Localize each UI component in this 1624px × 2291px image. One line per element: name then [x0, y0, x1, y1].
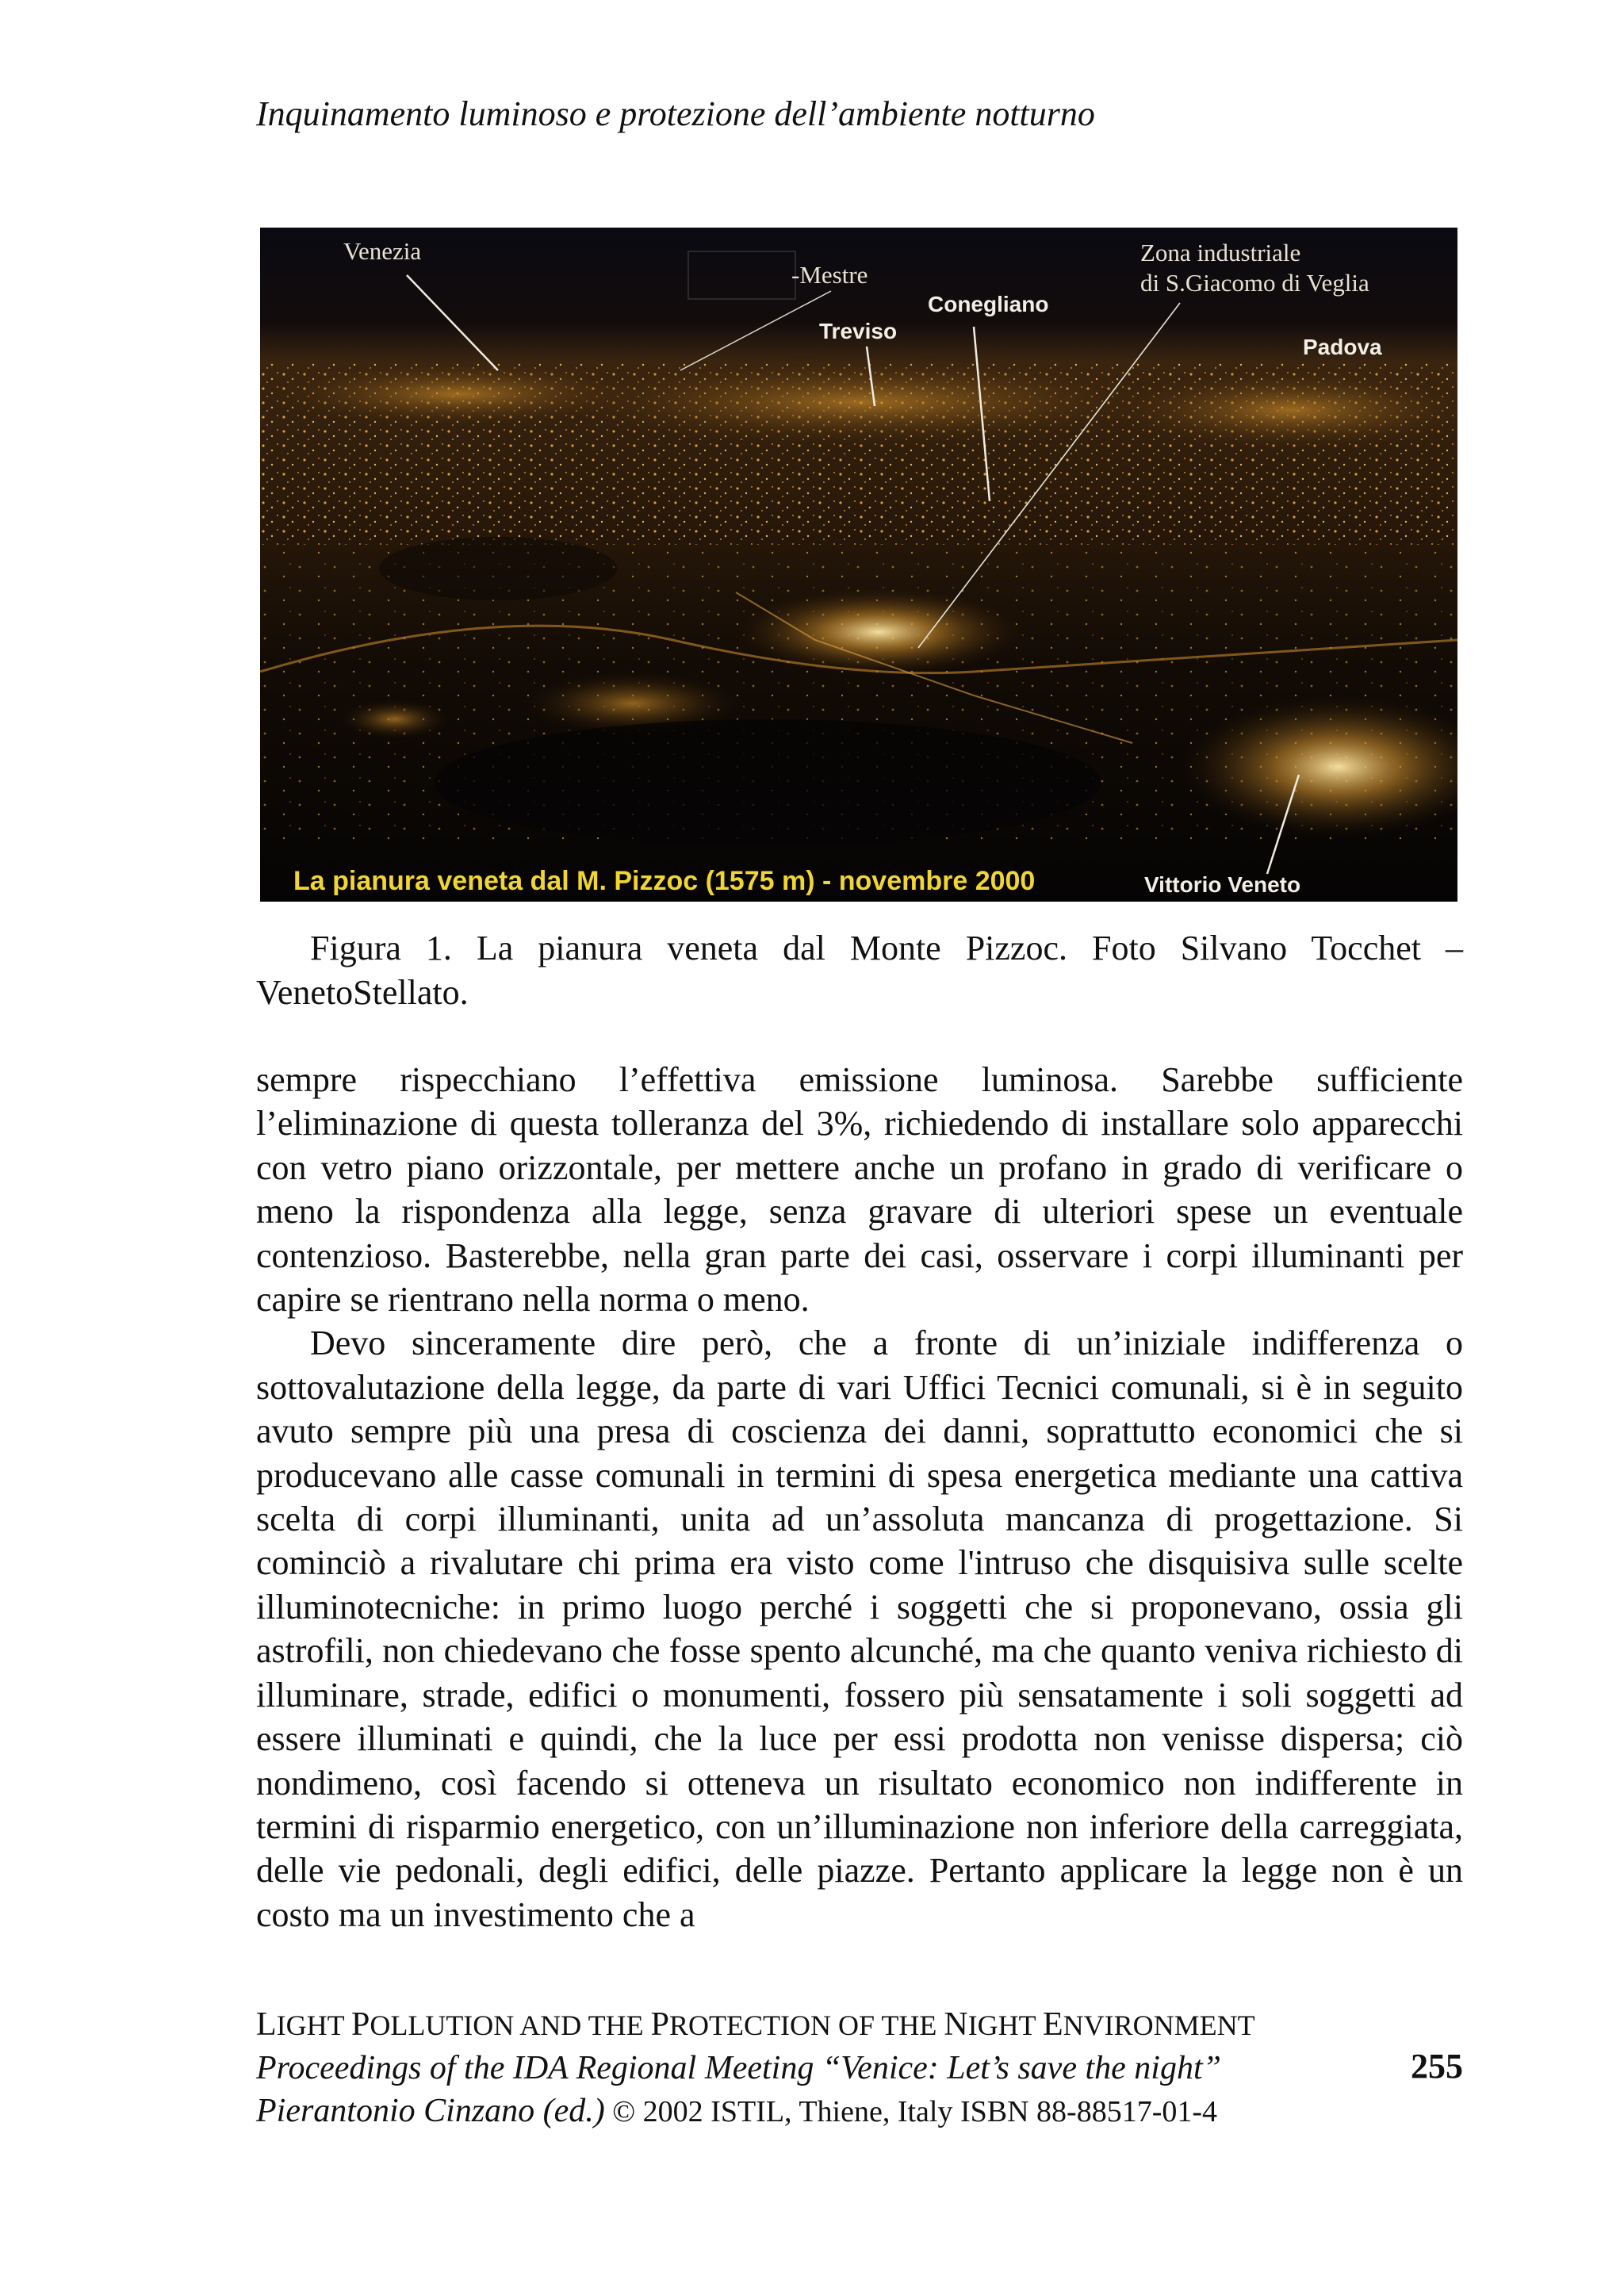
caption-line-1: Figura 1. La pianura veneta dal Monte Pizzoc. Foto Silvano Tocchet –	[310, 929, 1463, 967]
footer-editor: Pierantonio Cinzano (ed.)	[256, 2093, 605, 2129]
label-conegliano: Conegliano	[928, 292, 1049, 316]
page-number: 255	[1411, 2047, 1463, 2086]
paragraph-2: Devo sinceramente dire però, che a fronte di un’iniziale indifferenza o sottovalutazione della legge, da parte di vari Uffici Tecnici comunali, si è in seguito avuto sempre più una presa di coscienza dei danni, soprattutto economici che si producevano alle casse comunali in termini di spesa energetica mediante una cattiva scelta di corpi illuminanti, unita ad un’assoluta mancanza di progettazione. Si cominciò a rivalutare chi prima era visto come l'intruso che disquisiva sulle scelte illuminotecniche: in primo luogo perché i soggetti che si proponevano, ossia gli astrofili, non chiedevano che fosse spento alcunché, ma che quanto veniva richiesto di illuminare, strade, edifici o monumenti, fossero più sensatamente i soli soggetti ad essere illuminati e quindi, che la luce per essi prodotta non venisse dispersa; ciò nondimeno, così facendo si otteneva un risultato economico non indifferente in termini di risparmio energetico, con un’illuminazione non inferiore della carreggiata, delle vie pedonali, degli edifici, delle piazze. Pertanto applicare la legge non è un costo ma un investimento che a	[256, 1324, 1463, 1934]
photo-banner: La pianura veneta dal M. Pizzoc (1575 m) - novembre 2000	[293, 866, 1036, 896]
footer-proceedings: Proceedings of the IDA Regional Meeting “Venice: Let’s save the night”	[256, 2050, 1221, 2086]
label-padova: Padova	[1303, 335, 1382, 359]
label-zona-industriale: Zona industriale	[1140, 239, 1301, 266]
paragraph-1: sempre rispecchiano l’effettiva emissione luminosa. Sarebbe sufficiente l’eliminazione di questa tolleranza del 3%, richiedendo di installare solo apparecchi con vetro piano orizzontale, per mettere anche un profano in grado di verificare o meno la rispondenza alla legge, senza gravare di ulteriori spese un eventuale contenzioso. Basterebbe, nella gran parte dei casi, osservare i corpi illuminanti per capire se rientrano nella norma o meno.	[256, 1060, 1463, 1320]
body-text	[256, 1058, 1463, 1937]
label-venezia: Venezia	[343, 237, 422, 265]
label-treviso: Treviso	[819, 319, 898, 343]
page-footer	[256, 2003, 1463, 2133]
label-s-giacomo: di S.Giacomo di Veglia	[1140, 269, 1369, 297]
figure-caption	[256, 926, 1463, 1015]
footer-publication	[256, 2090, 1463, 2133]
label-mestre: -Mestre	[791, 261, 868, 289]
label-vittorio-veneto: Vittorio Veneto	[1144, 872, 1301, 897]
running-header: Inquinamento luminoso e protezione dell’ambiente notturno	[256, 94, 1095, 133]
night-aerial-photo	[260, 228, 1457, 902]
footer-series-title: LIGHT POLLUTION AND THE PROTECTION OF THE NIGHT ENVIRONMENT	[256, 2006, 1255, 2043]
caption-line-2: VenetoStellato.	[256, 973, 469, 1012]
photo-svg	[260, 228, 1457, 902]
footer-publisher: © 2002 ISTIL, Thiene, Italy ISBN 88-88517-01-4	[604, 2095, 1218, 2128]
